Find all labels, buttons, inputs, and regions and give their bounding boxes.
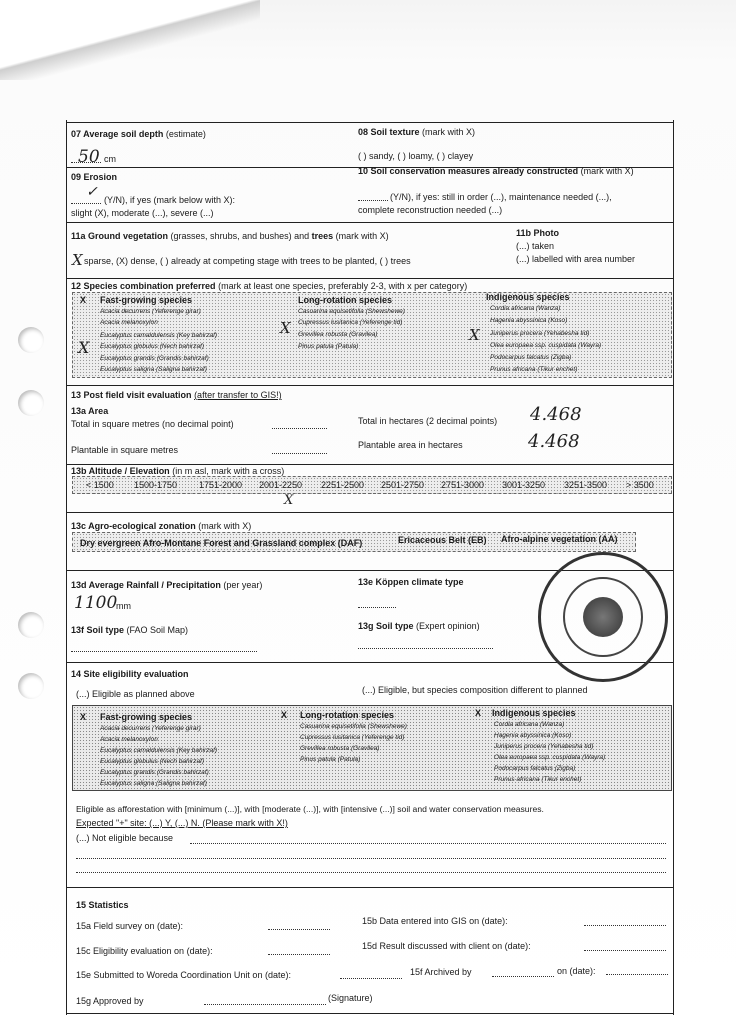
fill-line	[190, 843, 666, 844]
section-15-title: 15 Statistics	[76, 900, 129, 910]
species-mark: X	[469, 326, 480, 344]
soil-depth-value: 50	[78, 147, 100, 167]
altitude-option: 1500-1750	[134, 480, 178, 490]
divider	[66, 512, 673, 513]
stamp-emblem	[563, 577, 643, 657]
approved-by: 15g Approved by	[76, 996, 144, 1006]
conservation-yn: (Y/N), if yes: still in order (...), maintenance needed (...),	[390, 192, 612, 202]
divider	[66, 385, 673, 386]
plantable-ha-label: Plantable area in hectares	[358, 440, 463, 450]
section-13f-title: 13f Soil type (FAO Soil Map)	[71, 625, 189, 635]
altitude-option: 3001-3250	[502, 480, 546, 490]
punch-hole	[18, 612, 44, 638]
section-13b-title: 13b Altitude / Elevation (in m asl, mark with a cross)	[71, 466, 285, 476]
plantable-ha-value: 4.468	[528, 431, 580, 452]
long-rotation-header: Long-rotation species	[300, 710, 395, 720]
eligibility-eval-date: 15c Eligibility evaluation on (date):	[76, 946, 213, 956]
signature-label: (Signature)	[328, 993, 373, 1003]
species-item: Olea europaea ssp. cuspidata (Wayra)	[490, 342, 602, 349]
fill-line	[76, 872, 666, 873]
species-item: Acacia melanoxylon	[100, 736, 158, 743]
eligible-as-planned: (...) Eligible as planned above	[76, 689, 195, 699]
photo-labelled: (...) labelled with area number	[516, 254, 636, 264]
section-11b-title: 11b Photo	[516, 228, 560, 238]
fill-line	[492, 976, 554, 977]
divider	[66, 1013, 673, 1014]
section-11a-title: 11a Ground vegetation (grasses, shrubs, and bushes) and trees (mark with X)	[71, 231, 389, 241]
species-item: Acacia decurrens (Yeferenge girar)	[100, 308, 201, 315]
fill-line	[358, 607, 396, 608]
altitude-option: 3251-3500	[564, 480, 608, 490]
soil-depth-unit: cm	[104, 154, 116, 164]
species-item: Cordia africana (Wanza)	[494, 721, 565, 728]
section-13c-title: 13c Agro-ecological zonation (mark with X)	[71, 521, 252, 531]
species-item: Hagenia abyssinica (Koso)	[494, 732, 572, 739]
section-13d-title: 13d Average Rainfall / Precipitation (per year)	[71, 580, 263, 590]
altitude-option: 2251-2500	[321, 480, 365, 490]
divider	[66, 122, 673, 123]
fill-line	[268, 954, 330, 955]
fill-line	[71, 651, 257, 652]
species-item: Grevillea robusta (Gravilea)	[298, 331, 378, 338]
folded-corner	[0, 0, 260, 80]
zone-eb: Ericaceous Belt (EB)	[398, 535, 487, 545]
fill-line	[358, 200, 388, 201]
altitude-option: < 1500	[86, 480, 114, 490]
fill-line	[76, 858, 666, 859]
section-09-title: 09 Erosion	[71, 172, 118, 182]
area-ha-label: Total in hectares (2 decimal points)	[358, 416, 498, 426]
section-10-title: 10 Soil conservation measures already constructed (mark with X)	[358, 166, 634, 176]
long-rotation-header: Long-rotation species	[298, 295, 393, 305]
species-item: Acacia melanoxylon	[100, 319, 158, 326]
archived-date: on (date):	[557, 966, 596, 976]
archived-by: 15f Archived by	[410, 967, 472, 977]
expected-site: Expected "+" site: (...) Y, (...) N. (Please mark with X!)	[76, 818, 288, 828]
fill-line	[272, 453, 327, 454]
afforestation-measures: Eligible as afforestation with [minimum (...)], with [moderate (...)], with [intensive (...)] soil and water conservation measures.	[76, 804, 544, 814]
indigenous-header: Indigenous species	[486, 292, 570, 302]
area-sqm-label: Total in square metres (no decimal point)	[71, 419, 234, 429]
section-13a-title: 13a Area	[71, 406, 109, 416]
species-item: Eucalyptus grandis (Grandis bahirzaf)	[100, 355, 209, 362]
photo-taken: (...) taken	[516, 241, 555, 251]
woreda-submission-date: 15e Submitted to Woreda Coordination Unit on (date):	[76, 970, 291, 980]
punch-hole	[18, 390, 44, 416]
species-item: Pinus patula (Patula)	[300, 756, 361, 763]
species-item: Casuarina equisetifolia (Shewshewe)	[298, 308, 405, 315]
species-item: Eucalyptus globulus (Nech bahirzaf)	[100, 758, 205, 765]
punch-hole	[18, 327, 44, 353]
section-08-title: 08 Soil texture (mark with X)	[358, 127, 476, 137]
altitude-option: 2751-3000	[441, 480, 485, 490]
erosion-yn: (Y/N), if yes (mark below with X):	[104, 195, 236, 205]
fill-line	[584, 925, 666, 926]
gis-entry-date: 15b Data entered into GIS on (date):	[362, 916, 508, 926]
altitude-mark: X	[284, 493, 294, 508]
section-13e-title: 13e Köppen climate type	[358, 577, 464, 587]
altitude-option: > 3500	[626, 480, 654, 490]
erosion-value: ✓	[86, 184, 98, 200]
fill-line	[606, 974, 668, 975]
divider	[66, 464, 673, 465]
species-item: Eucalyptus globulus (Nech bahirzaf)	[100, 343, 205, 350]
section-12-title: 12 Species combination preferred (mark at least one species, preferably 2-3, with x per category)	[71, 281, 468, 291]
species-item: Eucalyptus saligna (Saligna bahirzaf)	[100, 780, 207, 787]
species-item: Prunus africana (Tikur enchet)	[494, 776, 582, 783]
species-mark-header: X	[80, 712, 87, 722]
species-item: Olea europaea ssp. cuspidata (Wayra)	[494, 754, 606, 761]
fill-line	[204, 1004, 326, 1005]
species-item: Cupressus lusitanica (Yeferenge tid)	[300, 734, 405, 741]
species-item: Eucalyptus saligna (Saligna bahirzaf)	[100, 366, 207, 373]
divider	[66, 887, 673, 888]
fill-line	[71, 162, 101, 163]
species-item: Hagenia abyssinica (Koso)	[490, 317, 568, 324]
section-13-title: 13 Post field visit evaluation (after transfer to GIS!)	[71, 390, 282, 400]
fill-line	[268, 929, 330, 930]
species-item: Juniperus procera (Yehabesha tid)	[490, 330, 590, 337]
plantable-sqm-label: Plantable in square metres	[71, 445, 179, 455]
divider	[66, 222, 673, 223]
eligible-different: (...) Eligible, but species composition different to planned	[362, 685, 588, 695]
species-item: Pinus patula (Patula)	[298, 343, 359, 350]
fill-line	[340, 978, 402, 979]
species-item: Podocarpus falcatus (Zigba)	[494, 765, 576, 772]
area-ha-value: 4.468	[530, 404, 582, 425]
species-item: Eucalyptus camaldulensis (Key bahirzaf)	[100, 747, 218, 754]
vegetation-mark: X	[72, 251, 83, 269]
species-item: Prunus africana (Tikur enchet)	[490, 366, 578, 373]
fast-growing-header: Fast-growing species	[100, 712, 193, 722]
species-item: Eucalyptus camaldulensis (Key bahirzaf)	[100, 332, 218, 339]
species-mark-header: X	[475, 708, 482, 718]
altitude-option: 2001-2250	[259, 480, 303, 490]
species-item: Casuarina equisetifolia (Shewshewe)	[300, 723, 407, 730]
fill-line	[272, 428, 327, 429]
zone-daf: Dry evergreen Afro-Montane Forest and Grassland complex (DAF)	[80, 538, 363, 548]
zone-aa: Afro-alpine vegetation (AA)	[501, 534, 618, 544]
species-mark: X	[280, 319, 291, 337]
altitude-option: 1751-2000	[199, 480, 243, 490]
altitude-option: 2501-2750	[381, 480, 425, 490]
result-discussed-date: 15d Result discussed with client on (date):	[362, 941, 531, 951]
species-item: Grevillea robusta (Gravilea)	[300, 745, 380, 752]
species-item: Cordia africana (Wanza)	[490, 305, 561, 312]
indigenous-header: Indigenous species	[492, 708, 576, 718]
species-mark-header: X	[80, 295, 87, 305]
fast-growing-header: Fast-growing species	[100, 295, 193, 305]
punch-hole	[18, 673, 44, 699]
section-13g-title: 13g Soil type (Expert opinion)	[358, 621, 480, 631]
fill-line	[584, 950, 666, 951]
field-survey-date: 15a Field survey on (date):	[76, 921, 184, 931]
section-14-title: 14 Site eligibility evaluation	[71, 669, 189, 679]
not-eligible: (...) Not eligible because	[76, 833, 174, 843]
section-07-title: 07 Average soil depth (estimate)	[71, 129, 206, 139]
official-stamp	[538, 552, 668, 682]
species-mark-header: X	[281, 710, 288, 720]
rainfall-unit: mm	[116, 601, 131, 611]
fill-line	[71, 203, 101, 204]
fill-line	[358, 648, 493, 649]
species-item: Eucalyptus grandis (Grandis bahirzaf)	[100, 769, 209, 776]
species-mark: X	[78, 338, 90, 357]
soil-texture-options: ( ) sandy, ( ) loamy, ( ) clayey	[358, 151, 474, 161]
rainfall-value: 1100	[74, 593, 118, 613]
species-item: Acacia decurrens (Yeferenge girar)	[100, 725, 201, 732]
species-item: Juniperus procera (Yehabesha tid)	[494, 743, 594, 750]
divider	[66, 278, 673, 279]
vegetation-options: sparse, (X) dense, ( ) already at competing stage with trees to be planted, ( ) trees	[84, 256, 411, 266]
erosion-degree: slight (X), moderate (...), severe (...)	[71, 208, 214, 218]
conservation-state: complete reconstruction needed (...)	[358, 205, 503, 215]
species-item: Podocarpus falcatus (Zigba)	[490, 354, 572, 361]
species-item: Cupressus lusitanica (Yeferenge tid)	[298, 319, 403, 326]
